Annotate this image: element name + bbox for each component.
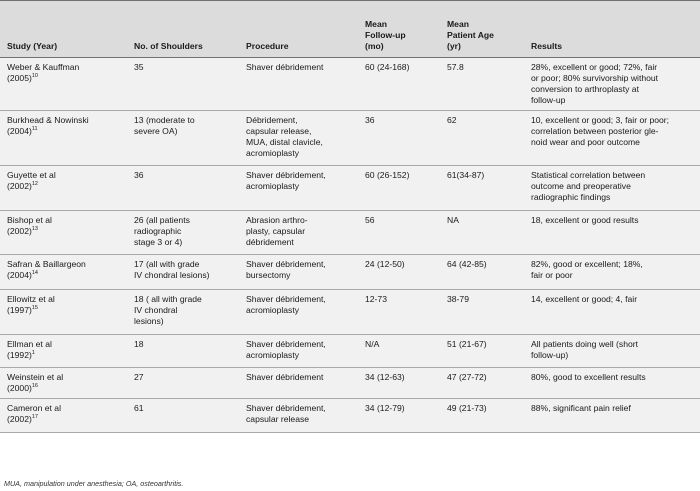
table-row bbox=[0, 368, 700, 399]
cell-age: 57.8 bbox=[447, 62, 464, 72]
cell-results: 28%, excellent or good; 72%, fair or poor; 80% survivorship without conversion to arthroplasty at follow-up bbox=[531, 62, 659, 105]
reference-number: 16 bbox=[31, 383, 38, 390]
cell-study: Cameron et al $(2002)^{17}$ bbox=[7, 403, 61, 424]
cell-results: All patients doing well (short follow-up) bbox=[531, 339, 638, 360]
cell-study: Ellman et al $(1992)^1$ bbox=[7, 339, 52, 360]
reference-number: 13 bbox=[31, 226, 38, 233]
table-row bbox=[0, 290, 700, 335]
cell-followup: 34 (12-79) bbox=[365, 403, 405, 413]
cell-age: 64 (42-85) bbox=[447, 259, 487, 269]
cell-age: 49 (21-73) bbox=[447, 403, 487, 413]
cell-study: Weinstein et al $(2000)^{16}$ bbox=[7, 372, 64, 393]
cell-followup: 60 (26-152) bbox=[365, 170, 410, 180]
cell-age: 38-79 bbox=[447, 294, 469, 304]
cell-study: Ellowitz et al $(1997)^{15}$ bbox=[7, 294, 55, 315]
cell-results: Statistical correlation between outcome and preoperative radiographic findings bbox=[531, 170, 646, 202]
cell-shoulders: 61 bbox=[134, 403, 144, 413]
table-row bbox=[0, 111, 700, 166]
reference-number: 15 bbox=[31, 305, 38, 312]
table-row bbox=[0, 335, 700, 368]
cell-results: 10, excellent or good; 3, fair or poor; correlation between posterior gle- noid wear and poor outcome bbox=[531, 115, 670, 147]
cell-shoulders: 26 (all patients radiographic stage 3 or 4) bbox=[134, 215, 190, 247]
cell-study: Weber & Kauffman $(2005)^{10}$ bbox=[7, 62, 80, 83]
cell-procedure: Shaver débridement bbox=[246, 62, 324, 72]
cell-followup: 56 bbox=[365, 215, 375, 225]
table-row bbox=[0, 166, 700, 211]
cell-procedure: Abrasion arthro- plasty, capsular débridement bbox=[246, 215, 308, 247]
header-results: Results bbox=[524, 1, 700, 58]
reference-number: 10 bbox=[31, 73, 38, 80]
header-row bbox=[0, 1, 700, 58]
cell-procedure: Débridement, capsular release, MUA, distal clavicle, acromioplasty bbox=[246, 115, 323, 158]
table-row bbox=[0, 255, 700, 290]
reference-number: 17 bbox=[31, 414, 38, 421]
cell-shoulders: 36 bbox=[134, 170, 144, 180]
cell-procedure: Shaver débridement, bursectomy bbox=[246, 259, 326, 280]
cell-procedure: Shaver débridement, acromioplasty bbox=[246, 294, 326, 315]
cell-followup: 24 (12-50) bbox=[365, 259, 405, 269]
cell-followup: 36 bbox=[365, 115, 375, 125]
cell-procedure: Shaver débridement bbox=[246, 372, 324, 382]
cell-results: 88%, significant pain relief bbox=[531, 403, 631, 413]
reference-number: 11 bbox=[31, 126, 38, 133]
table-row bbox=[0, 399, 700, 433]
cell-results: 14, excellent or good; 4, fair bbox=[531, 294, 638, 304]
cell-shoulders: 18 bbox=[134, 339, 144, 349]
cell-shoulders: 13 (moderate to severe OA) bbox=[134, 115, 195, 136]
cell-results: 80%, good to excellent results bbox=[531, 372, 646, 382]
table-row bbox=[0, 58, 700, 111]
cell-followup: 12-73 bbox=[365, 294, 387, 304]
header-age: Mean Patient Age (yr) bbox=[440, 1, 524, 58]
reference-number: 1 bbox=[31, 350, 35, 357]
cell-study: Safran & Baillargeon $(2004)^{14}$ bbox=[7, 259, 86, 280]
reference-number: 12 bbox=[31, 181, 38, 188]
cell-age: NA bbox=[447, 215, 459, 225]
header-followup: Mean Follow-up (mo) bbox=[358, 1, 440, 58]
cell-procedure: Shaver débridement, capsular release bbox=[246, 403, 326, 424]
header-procedure: Procedure bbox=[239, 1, 358, 58]
table-row bbox=[0, 211, 700, 255]
cell-study: Burkhead & Nowinski $(2004)^{11}$ bbox=[7, 115, 89, 136]
cell-shoulders: 35 bbox=[134, 62, 144, 72]
cell-shoulders: 18 ( all with grade IV chondral lesions) bbox=[134, 294, 202, 326]
cell-age: 47 (27-72) bbox=[447, 372, 487, 382]
cell-study: Bishop et al $(2002)^{13}$ bbox=[7, 215, 52, 236]
header-study: Study (Year) bbox=[0, 1, 127, 58]
cell-results: 18, excellent or good results bbox=[531, 215, 639, 225]
cell-results: 82%, good or excellent; 18%, fair or poor bbox=[531, 259, 643, 280]
table-footnote: MUA, manipulation under anesthesia; OA, osteoarthritis. bbox=[4, 479, 184, 488]
cell-age: 62 bbox=[447, 115, 457, 125]
cell-followup: 60 (24-168) bbox=[365, 62, 410, 72]
cell-study: Guyette et al $(2002)^{12}$ bbox=[7, 170, 56, 191]
cell-procedure: Shaver débridement, acromioplasty bbox=[246, 170, 326, 191]
cell-followup: N/A bbox=[365, 339, 380, 349]
cell-age: 61(34-87) bbox=[447, 170, 485, 180]
cell-shoulders: 17 (all with grade IV chondral lesions) bbox=[134, 259, 210, 280]
cell-followup: 34 (12-63) bbox=[365, 372, 405, 382]
header-shoulders: No. of Shoulders bbox=[127, 1, 239, 58]
cell-shoulders: 27 bbox=[134, 372, 144, 382]
reference-number: 14 bbox=[31, 270, 38, 277]
cell-age: 51 (21-67) bbox=[447, 339, 487, 349]
cell-procedure: Shaver débridement, acromioplasty bbox=[246, 339, 326, 360]
